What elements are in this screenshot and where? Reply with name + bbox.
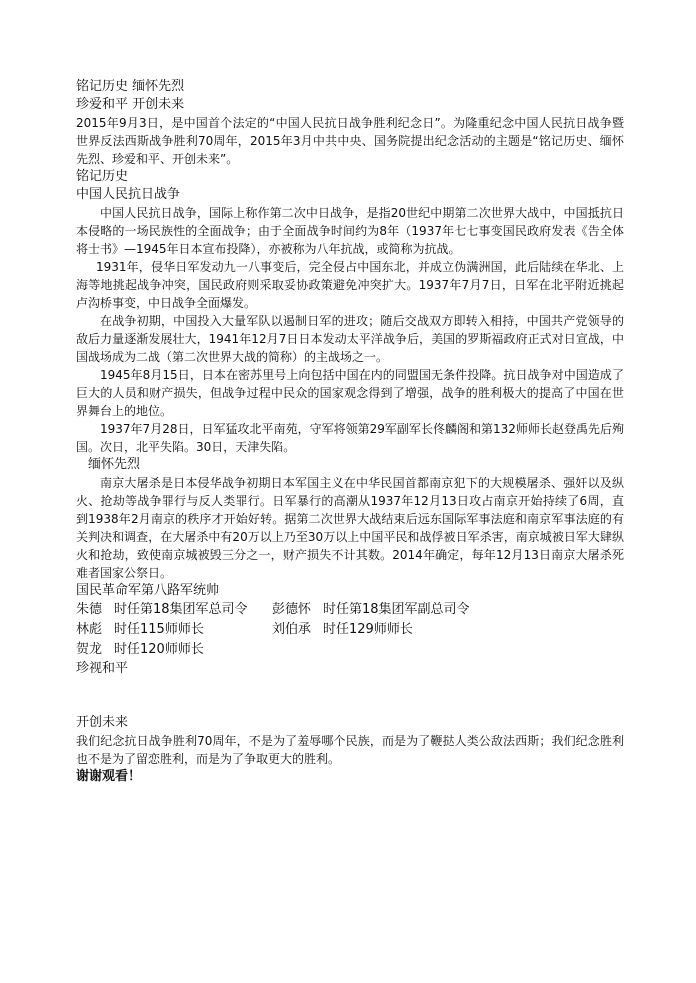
title-line-1: 铭记历史 缅怀先烈 xyxy=(76,79,185,94)
commander-role: 时任120师师长 xyxy=(114,642,204,657)
paragraph-1937-nanyuan: 1937年7月28日，日军猛攻北平南苑，守军将领第29军副军长佟麟阁和第132师师长赵登禹先后殉国。次日，北平失陷。30日，天津失陷。 xyxy=(76,422,624,454)
closing-thanks: 谢谢观看！ xyxy=(76,769,142,784)
commander-role: 时任115师师长 xyxy=(114,622,204,637)
army-commanders-title: 国民革命军第八路军统帅 xyxy=(76,583,220,598)
paragraph-1931: 1931年，侵华日军发动九一八事变后，完全侵占中国东北，并成立伪满洲国，此后陆续在华北、上海等地挑起战争冲突，国民政府则采取妥协政策避免冲突扩大。1937年7月7日，日军在北平附近挑起卢沟桥事变，中日战争全面爆发。 xyxy=(76,260,624,310)
commander-name: 朱德 xyxy=(76,602,103,617)
section-commemorate-title: 缅怀先烈 xyxy=(88,457,141,472)
section-create-future-title: 开创未来 xyxy=(76,715,129,730)
commander-name: 彭德怀 xyxy=(272,602,312,617)
commander-row xyxy=(76,620,624,640)
commander-row xyxy=(76,600,624,620)
blank-line xyxy=(76,678,624,696)
commander-role: 时任第18集团军副总司令 xyxy=(323,602,470,617)
paragraph-early-war: 在战争初期，中国投入大量军队以遏制日军的进攻；随后交战双方即转入相持，中国共产党领导的敌后力量逐渐发展壮大，1941年12月7日日本发动太平洋战争后，美国的罗斯福政府正式对日宣战，中国战场成为二战（第二次世界大战的简称）的主战场之一。 xyxy=(76,314,624,364)
paragraph-future: 我们纪念抗日战争胜利70周年，不是为了羞辱哪个民族，而是为了鞭挞人类公敌法西斯；我们纪念胜利也不是为了留恋胜利，而是为了争取更大的胜利。 xyxy=(76,734,624,766)
section-cherish-peace-title: 珍视和平 xyxy=(76,661,129,676)
commander-list xyxy=(76,600,624,660)
section-remember-history-title: 铭记历史 xyxy=(76,169,129,184)
commander-name: 贺龙 xyxy=(76,642,103,657)
blank-line xyxy=(76,696,624,714)
paragraph-nanjing: 南京大屠杀是日本侵华战争初期日本军国主义在中华民国首都南京犯下的大规模屠杀、强奸以及纵火、抢劫等战争罪行与反人类罪行。日军暴行的高潮从1937年12月13日攻占南京开始持续了6周，直到1938年2月南京的秩序才开始好转。据第二次世界大战结束后远东国际军事法庭和南京军事法庭的有关判决和调查，在大屠杀中有20万以上乃至30万以上中国平民和战俘被日军杀害，南京城被日军大肆纵火和抢劫，致使南京城被毁三分之一，财产损失不计其数。2014年确定，每年12月13日南京大屠杀死难者国家公祭日。 xyxy=(76,476,624,580)
commander-entry xyxy=(76,620,272,640)
commander-entry xyxy=(272,620,468,640)
commander-name: 林彪 xyxy=(76,622,103,637)
commander-name: 刘伯承 xyxy=(272,622,312,637)
title-line-2: 珍爱和平 开创未来 xyxy=(76,97,185,112)
document-page xyxy=(76,78,624,786)
paragraph-surrender: 1945年8月15日，日本在密苏里号上向包括中国在内的同盟国无条件投降。抗日战争对中国造成了巨大的人员和财产损失，但战争过程中民众的国家观念得到了增强，战争的胜利极大的提高了中国在世界舞台上的地位。 xyxy=(76,368,624,418)
section-war-subtitle: 中国人民抗日战争 xyxy=(76,187,181,202)
commander-entry xyxy=(76,640,272,660)
paragraph-war-overview: 中国人民抗日战争，国际上称作第二次中日战争，是指20世纪中期第二次世界大战中，中国抵抗日本侵略的一场民族性的全面战争；由于全面战争时间约为8年（1937年七七事变国民政府发表《告全体将士书》—1945年日本宣布投降），亦被称为八年抗战，或简称为抗战。 xyxy=(76,206,624,256)
intro-paragraph: 2015年9月3日，是中国首个法定的“中国人民抗日战争胜利纪念日”。为隆重纪念中国人民抗日战争暨世界反法西斯战争胜利70周年，2015年3月中共中央、国务院提出纪念活动的主题是“铭记历史、缅怀先烈、珍爱和平、开创未来”。 xyxy=(76,116,624,166)
commander-entry xyxy=(76,600,272,620)
commander-entry xyxy=(272,600,468,620)
commander-role: 时任第18集团军总司令 xyxy=(114,602,248,617)
commander-role: 时任129师师长 xyxy=(323,622,413,637)
commander-row xyxy=(76,640,624,660)
